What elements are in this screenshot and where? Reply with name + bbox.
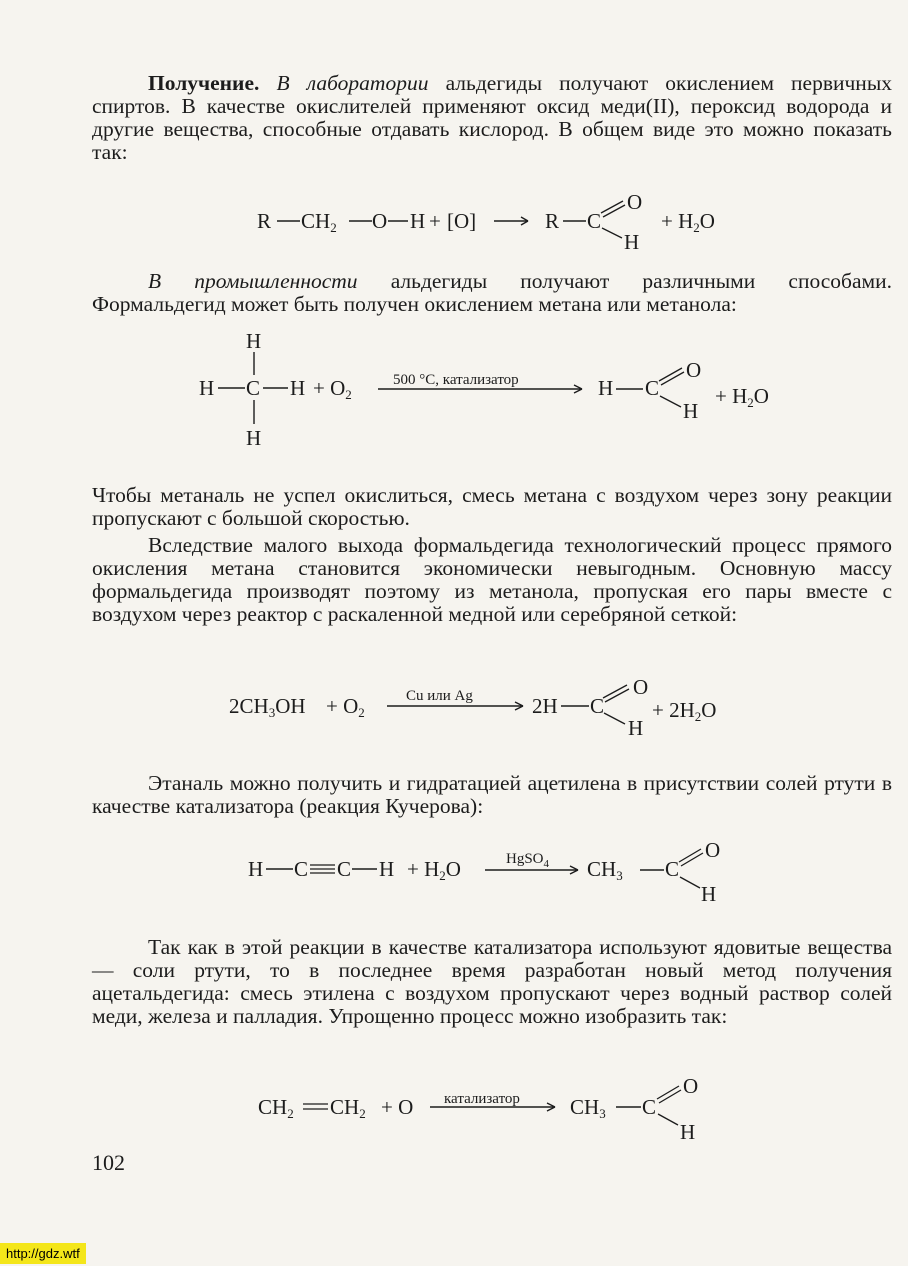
atom-o: O	[686, 358, 702, 382]
atom-c: C	[294, 857, 309, 881]
paragraph-text: альдегиды получают окислением первичных спиртов. В качестве окислителей применяют оксид меди(II), пероксид водорода и другие вещества, способные отдавать кислород. В общем виде это можно показать так:	[92, 71, 893, 164]
reaction-condition: HgSO$_4$	[506, 851, 550, 870]
water: + $2H_2O$	[652, 698, 717, 724]
equation-methane-oxidation	[0, 328, 908, 450]
atom-c: C	[665, 857, 680, 881]
watermark-link[interactable]: http://gdz.wtf	[0, 1243, 86, 1264]
paragraph-industry	[92, 270, 892, 316]
atom-r: R	[257, 209, 272, 233]
atom-h: H	[624, 230, 640, 254]
paragraph-preparation	[92, 72, 892, 164]
atom-c: C	[645, 376, 660, 400]
atom-h: H	[290, 376, 306, 400]
oxygen: + $O_2$	[313, 376, 352, 402]
atom-h: H	[628, 716, 644, 740]
methyl-group: $CH_3$	[570, 1095, 606, 1121]
paragraph-text: Этаналь можно получить и гидратацией ацетилена в присутствии солей ртути в качестве катализатора (реакция Кучерова):	[92, 771, 892, 818]
heading-preparation: Получение.	[148, 71, 260, 95]
equation-ethylene-oxidation	[0, 1074, 908, 1146]
paragraph-text: Так как в этой реакции в качестве катализатора используют ядовитые вещества — соли ртути, то в последнее время разработан новый метод получения ацетальдегида: смесь этилена с воздухом пропускают через водный раствор солей меди, железа и палладия. Упрощенно процесс можно изобразить так:	[92, 935, 892, 1028]
water: + $H_2O$	[715, 384, 769, 410]
group-ch2: $CH_2$	[301, 209, 337, 235]
paragraph-ethylene	[92, 936, 892, 1028]
paragraph-methanal	[92, 484, 892, 530]
atom-h: H	[410, 209, 426, 233]
atom-h: H	[598, 376, 614, 400]
atom-r: R	[545, 209, 560, 233]
equation-methanol-oxidation	[0, 672, 908, 744]
paragraph-text: Чтобы метаналь не успел окислиться, смесь метана с воздухом через зону реакции пропускают с большой скоростью.	[92, 483, 892, 530]
atom-h: H	[680, 1120, 696, 1144]
atom-2h: 2H	[532, 694, 558, 718]
atom-c: C	[590, 694, 605, 718]
oxygen: + O	[381, 1095, 414, 1119]
atom-c: C	[337, 857, 352, 881]
oxygen: + $O_2$	[326, 694, 365, 720]
atom-o: O	[627, 190, 643, 214]
page-number: 102	[92, 1150, 125, 1175]
atom-c: C	[246, 376, 261, 400]
italic-lab: В лаборатории	[276, 71, 429, 95]
methylene-group: $CH_2$	[330, 1095, 366, 1121]
oxygen-bracket: [O]	[447, 209, 477, 233]
plus-sign: +	[429, 209, 441, 233]
atom-h: H	[199, 376, 215, 400]
methyl-group: $CH_3$	[587, 857, 623, 883]
methylene-group: $CH_2$	[258, 1095, 294, 1121]
atom-o: O	[633, 675, 649, 699]
atom-h: H	[246, 329, 262, 353]
atom-h: H	[683, 399, 699, 423]
paragraph-kucherov	[92, 772, 892, 818]
atom-c: C	[587, 209, 602, 233]
reaction-condition: катализатор	[444, 1091, 520, 1107]
water: + $H_2O$	[661, 209, 715, 235]
reaction-condition: Cu или Ag	[406, 688, 473, 704]
atom-c: C	[642, 1095, 657, 1119]
atom-o: O	[705, 838, 721, 862]
equation-general-oxidation	[0, 190, 908, 258]
italic-industry: В промышленности	[148, 269, 358, 293]
paragraph-text: альдегиды получают различными способами. Формальдегид может быть получен окислением метана или метанола:	[92, 269, 892, 316]
reaction-condition: 500 °C, катализатор	[393, 372, 519, 388]
atom-o: O	[683, 1074, 699, 1098]
water: + $H_2O$	[407, 857, 461, 883]
atom-h: H	[248, 857, 264, 881]
paragraph-text: Вследствие малого выхода формальдегида технологический процесс прямого окисления метана становится экономически невыгодным. Основную массу формальдегида производят поэтому из метанола, пропуская его пары вместе с воздухом через реактор с раскаленной медной или серебряной сеткой:	[92, 533, 892, 626]
equation-kucherov	[0, 838, 908, 910]
methanol: $2CH_3OH$	[229, 694, 306, 720]
atom-o: O	[372, 209, 388, 233]
bond-lines	[0, 672, 908, 744]
atom-h: H	[701, 882, 717, 906]
paragraph-methanol	[92, 534, 892, 626]
atom-h: H	[379, 857, 395, 881]
atom-h: H	[246, 426, 262, 450]
